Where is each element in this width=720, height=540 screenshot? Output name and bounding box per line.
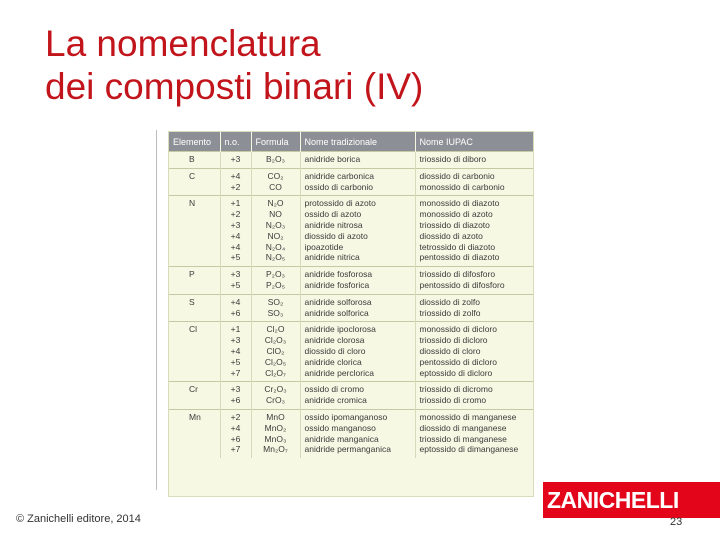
cell-iupac-name-line: monossido di dicloro (419, 324, 497, 335)
table-row (169, 409, 533, 458)
cell-formula (251, 409, 300, 458)
cell-formula (251, 382, 300, 410)
cell-oxidation-number (220, 168, 251, 196)
cell-element: P (169, 267, 220, 295)
cell-oxidation-number-line: +5 (230, 279, 241, 290)
cell-iupac-name (415, 152, 533, 169)
cell-element: Cl (169, 322, 220, 382)
cell-oxidation-number-line: +3 (230, 335, 241, 346)
cell-traditional-name (300, 196, 415, 267)
cell-iupac-name-line: eptossido di dimanganese (419, 444, 519, 455)
cell-iupac-name-line: diossido di azoto (419, 230, 483, 241)
slide-title (45, 22, 605, 108)
cell-formula-line: SO₂ (267, 296, 284, 307)
cell-iupac-name (415, 322, 533, 382)
cell-iupac-name-line: triossido di dicloro (419, 335, 488, 346)
cell-traditional-name (300, 322, 415, 382)
cell-iupac-name-line: monossido di diazoto (419, 198, 500, 209)
copyright-footer: © Zanichelli editore, 2014 (16, 513, 141, 525)
cell-oxidation-number-line: +7 (230, 444, 241, 455)
cell-formula-line: N₂O₃ (265, 219, 286, 230)
cell-oxidation-number (220, 152, 251, 169)
header-elemento: Elemento (169, 132, 220, 152)
cell-traditional-name (300, 168, 415, 196)
cell-traditional-name-line: anidride solforica (304, 307, 369, 318)
cell-traditional-name-line: diossido di azoto (304, 230, 368, 241)
cell-oxidation-number-line: +3 (230, 154, 241, 164)
cell-oxidation-number-line: +4 (230, 230, 241, 241)
cell-oxidation-number-line: +2 (230, 411, 241, 422)
cell-iupac-name-line: eptossido di dicloro (419, 367, 493, 378)
cell-iupac-name-line: diossido di cloro (419, 345, 481, 356)
cell-iupac-name-line: monossido di azoto (419, 209, 493, 220)
cell-formula-line: ClO₂ (266, 345, 285, 356)
cell-traditional-name-line: anidride permanganica (304, 444, 391, 455)
table-row (169, 152, 533, 169)
cell-traditional-name-line: anidride clorosa (304, 335, 365, 346)
nomenclature-table (169, 132, 533, 458)
cell-oxidation-number (220, 267, 251, 295)
cell-iupac-name-line: triossido di difosforo (419, 269, 496, 280)
cell-oxidation-number (220, 409, 251, 458)
cell-traditional-name-line: anidride carbonica (304, 170, 374, 181)
cell-formula-line: NO₂ (267, 230, 284, 241)
table-row (169, 382, 533, 410)
cell-formula-line: Cl₂O (266, 324, 285, 335)
table-row (169, 294, 533, 322)
cell-iupac-name-line: monossido di carbonio (419, 181, 505, 192)
cell-element: N (169, 196, 220, 267)
cell-oxidation-number-line: +3 (230, 384, 241, 395)
cell-oxidation-number (220, 294, 251, 322)
cell-formula-line: NO (269, 209, 282, 220)
cell-traditional-name-line: anidride ipoclorosa (304, 324, 376, 335)
cell-iupac-name (415, 196, 533, 267)
cell-traditional-name (300, 409, 415, 458)
cell-iupac-name-line: pentossido di difosforo (419, 279, 505, 290)
header-formula: Formula (251, 132, 300, 152)
cell-traditional-name-line: anidride nitrosa (304, 219, 363, 230)
cell-traditional-name-line: anidride solforosa (304, 296, 372, 307)
cell-oxidation-number-line: +2 (230, 181, 241, 192)
cell-oxidation-number-line: +5 (230, 356, 241, 367)
cell-traditional-name-line: protossido di azoto (304, 198, 376, 209)
page-number: 23 (670, 516, 683, 528)
zanichelli-logo: ZANICHELLI (543, 482, 720, 518)
cell-iupac-name-line: tetrossido di diazoto (419, 241, 496, 252)
table-row (169, 196, 533, 267)
cell-formula-line: P₂O₅ (265, 279, 285, 290)
cell-formula-line: MnO₃ (264, 433, 287, 444)
cell-oxidation-number-line: +6 (230, 433, 241, 444)
cell-traditional-name-line: anidride cromica (304, 395, 367, 406)
cell-traditional-name-line: anidride clorica (304, 356, 362, 367)
cell-formula-line: P₂O₃ (265, 269, 286, 280)
cell-iupac-name-line: triossido di manganese (419, 433, 507, 444)
cell-iupac-name-line: triossido di diboro (419, 154, 487, 164)
cell-iupac-name-line: diossido di manganese (419, 422, 507, 433)
cell-formula (251, 152, 300, 169)
cell-iupac-name-line: diossido di carbonio (419, 170, 495, 181)
cell-traditional-name (300, 267, 415, 295)
cell-formula (251, 294, 300, 322)
slide-title-line-2: dei composti binari (IV) (45, 66, 424, 107)
cell-traditional-name (300, 382, 415, 410)
slide-title-line-1: La nomenclatura (45, 23, 321, 64)
cell-formula-line: CrO₃ (265, 395, 286, 406)
cell-oxidation-number-line: +4 (230, 241, 241, 252)
cell-iupac-name (415, 267, 533, 295)
cell-iupac-name-line: diossido di zolfo (419, 296, 480, 307)
cell-oxidation-number-line: +4 (230, 170, 241, 181)
cell-formula (251, 267, 300, 295)
cell-traditional-name-line: anidride fosforosa (304, 269, 373, 280)
cell-formula-line: Cl₂O₃ (264, 335, 287, 346)
cell-element: C (169, 168, 220, 196)
cell-traditional-name-line: ossido di carbonio (304, 181, 374, 192)
cell-iupac-name (415, 294, 533, 322)
table-row (169, 267, 533, 295)
cell-oxidation-number-line: +1 (230, 324, 241, 335)
cell-element: S (169, 294, 220, 322)
cell-iupac-name (415, 382, 533, 410)
table-row (169, 168, 533, 196)
cell-formula-line: B₂O₃ (265, 154, 286, 164)
cell-oxidation-number-line: +2 (230, 209, 241, 220)
cell-formula (251, 168, 300, 196)
cell-traditional-name-line: anidride fosforica (304, 279, 370, 290)
cell-oxidation-number-line: +7 (230, 367, 241, 378)
cell-traditional-name-line: ossido ipomanganoso (304, 411, 388, 422)
cell-traditional-name-line: ossido di azoto (304, 209, 362, 220)
cell-traditional-name-line: diossido di cloro (304, 345, 366, 356)
cell-iupac-name-line: pentossido di diazoto (419, 252, 500, 263)
table-body (169, 152, 533, 459)
cell-oxidation-number-line: +6 (230, 307, 241, 318)
cell-formula-line: SO₃ (267, 307, 284, 318)
cell-traditional-name (300, 152, 415, 169)
cell-formula-line: MnO (266, 411, 285, 422)
cell-oxidation-number-line: +5 (230, 252, 241, 263)
cell-element: Mn (169, 409, 220, 458)
cell-iupac-name-line: monossido di manganese (419, 411, 517, 422)
cell-formula (251, 196, 300, 267)
cell-element: Cr (169, 382, 220, 410)
cell-iupac-name-line: triossido di zolfo (419, 307, 481, 318)
cell-oxidation-number-line: +4 (230, 422, 241, 433)
header-nome-iupac: Nome IUPAC (415, 132, 533, 152)
cell-oxidation-number-line: +3 (230, 269, 241, 280)
cell-oxidation-number-line: +4 (230, 345, 241, 356)
cell-formula-line: N₂O (267, 198, 284, 209)
cell-oxidation-number-line: +6 (230, 395, 241, 406)
cell-formula-line: CO (269, 181, 282, 192)
nomenclature-table-panel (168, 131, 534, 497)
header-nome-tradizionale: Nome tradizionale (300, 132, 415, 152)
cell-formula-line: Cl₂O₅ (264, 356, 287, 367)
cell-traditional-name-line: anidride borica (304, 154, 361, 164)
cell-iupac-name-line: triossido di cromo (419, 395, 487, 406)
table-header-row (169, 132, 533, 152)
cell-traditional-name-line: anidride perclorica (304, 367, 374, 378)
cell-iupac-name-line: triossido di dicromo (419, 384, 493, 395)
cell-iupac-name (415, 168, 533, 196)
cell-oxidation-number-line: +4 (230, 296, 241, 307)
cell-formula-line: MnO₂ (264, 422, 287, 433)
cell-formula (251, 322, 300, 382)
cell-traditional-name-line: ossido di cromo (304, 384, 365, 395)
cell-formula-line: N₂O₅ (265, 252, 286, 263)
cell-traditional-name-line: anidride nitrica (304, 252, 360, 263)
header-numero-ossidazione: n.o. (220, 132, 251, 152)
cell-traditional-name-line: anidride manganica (304, 433, 379, 444)
cell-traditional-name-line: ipoazotide (304, 241, 344, 252)
cell-formula-line: Cl₂O₇ (265, 367, 286, 378)
cell-oxidation-number (220, 322, 251, 382)
cell-formula-line: N₂O₄ (265, 241, 286, 252)
cell-oxidation-number (220, 196, 251, 267)
cell-formula-line: CO₂ (267, 170, 284, 181)
cell-element: B (169, 152, 220, 169)
cell-traditional-name (300, 294, 415, 322)
cell-oxidation-number-line: +3 (230, 219, 241, 230)
divider-line (156, 130, 157, 490)
cell-traditional-name-line: ossido manganoso (304, 422, 376, 433)
cell-formula-line: Mn₂O₇ (263, 444, 288, 455)
cell-iupac-name-line: triossido di diazoto (419, 219, 490, 230)
cell-formula-line: Cr₂O₃ (264, 384, 287, 395)
cell-iupac-name-line: pentossido di dicloro (419, 356, 497, 367)
cell-oxidation-number-line: +1 (230, 198, 241, 209)
cell-oxidation-number (220, 382, 251, 410)
table-row (169, 322, 533, 382)
cell-iupac-name (415, 409, 533, 458)
